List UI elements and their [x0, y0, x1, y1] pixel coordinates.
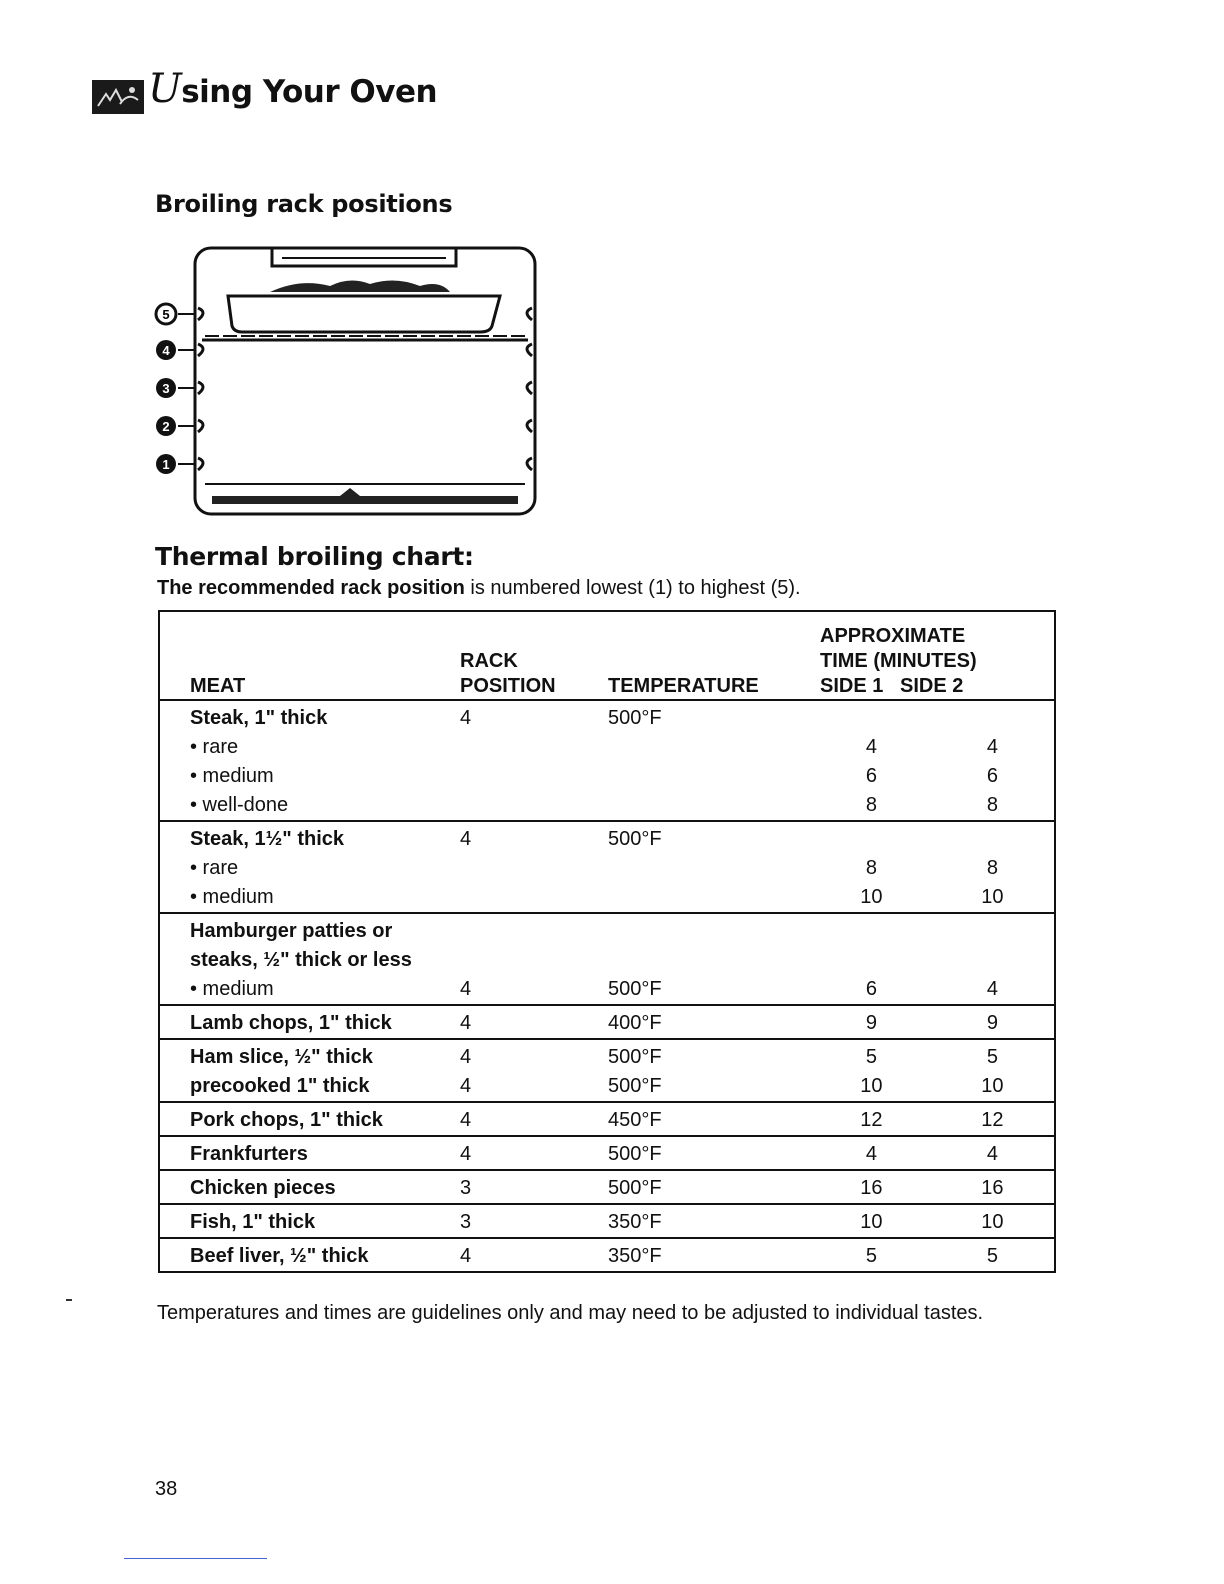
table-header-row	[159, 611, 1055, 700]
chart-footnote: Temperatures and times are guidelines only and may need to be adjusted to individual tastes.	[157, 1302, 984, 1324]
rack-marker-3	[156, 378, 194, 398]
rack-marker-1	[156, 454, 194, 474]
table-row: Frankfurters 4 500°F 4 4	[159, 1136, 1055, 1170]
oven-rack-diagram	[150, 240, 550, 520]
broiling-chart-table	[158, 610, 1056, 1273]
bottom-rule	[124, 1558, 267, 1559]
pot-icon	[92, 80, 144, 114]
header-rack-position: RACK POSITION	[460, 611, 608, 700]
table-row: Beef liver, ½" thick 4 350°F 5 5	[159, 1238, 1055, 1272]
table-row: precooked 1" thick 4 500°F 10 10	[190, 1075, 1004, 1097]
broiling-section-title: Broiling rack positions	[155, 190, 453, 218]
table-row: Ham slice, ½" thick 4 500°F 5 5	[159, 1039, 1055, 1072]
page-header	[92, 66, 438, 114]
table-row: Fish, 1" thick 3 350°F 10 10	[159, 1204, 1055, 1238]
page-number: 38	[155, 1478, 178, 1500]
chart-section-title: Thermal broiling chart:	[155, 542, 474, 571]
margin-mark	[66, 1299, 72, 1301]
header-meat: MEAT	[159, 611, 460, 700]
table-row: • well-done 8 8	[190, 794, 998, 816]
table-row: Steak, 1½" thick 4 500°F	[159, 821, 1055, 854]
rack-marker-5	[156, 304, 194, 324]
svg-text:5: 5	[162, 307, 170, 322]
table-row: Chicken pieces 3 500°F 16 16	[159, 1170, 1055, 1204]
rack-marker-2	[156, 416, 194, 436]
table-row: Lamb chops, 1" thick 4 400°F 9 9	[159, 1005, 1055, 1039]
header-approximate-time: APPROXIMATE TIME (MINUTES) SIDE 1 SIDE 2	[812, 611, 1055, 700]
svg-text:4: 4	[162, 343, 170, 358]
table-row: • rare 4 4	[190, 736, 998, 758]
table-row: • medium 6 6	[190, 765, 998, 787]
table-row: • medium 10 10	[190, 886, 1004, 908]
svg-text:1: 1	[162, 457, 170, 472]
table-row: Pork chops, 1" thick 4 450°F 12 12	[159, 1102, 1055, 1136]
table-row: • medium 4 500°F 6 4	[190, 978, 998, 1000]
svg-text:3: 3	[162, 381, 170, 396]
table-row: • rare 8 8	[190, 857, 998, 879]
page-title: Using Your Oven	[148, 66, 438, 112]
table-row: Hamburger patties or steaks, ½" thick or less	[159, 913, 1055, 975]
chart-intro: The recommended rack position is numbered lowest (1) to highest (5).	[157, 577, 801, 599]
rack-marker-4	[156, 340, 194, 360]
table-row: Steak, 1" thick 4 500°F	[159, 700, 1055, 733]
svg-text:2: 2	[162, 419, 170, 434]
header-temperature: TEMPERATURE	[608, 611, 812, 700]
